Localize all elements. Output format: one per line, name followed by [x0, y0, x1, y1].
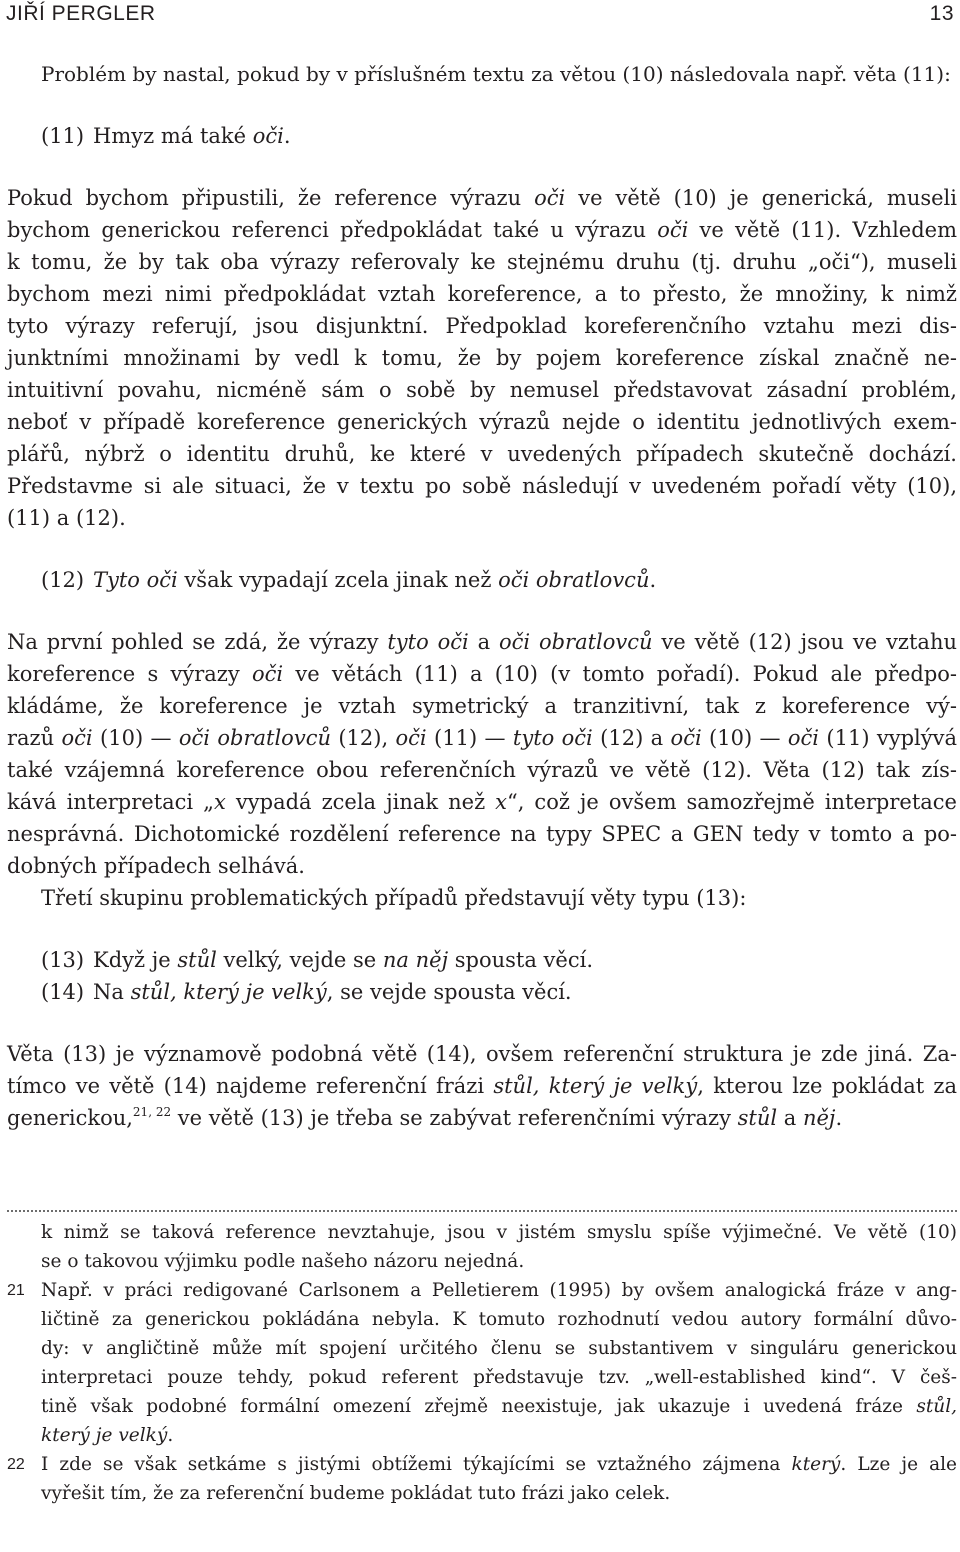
text-line: dy: v angličtině může mít spojení určitého členu se substantivem v singuláru generickou	[41, 1338, 957, 1359]
text-line: I zde se však setkáme s jistými obtížemi týkajícími se vztažného zájmena který. Lze je ale	[41, 1454, 957, 1475]
text-line: interpretaci pouze tehdy, pokud referent představuje tzv. „well-established kind“. V češ-	[41, 1367, 957, 1388]
example-number: (14)	[41, 980, 85, 1004]
text-line: junktními množinami by vedl k tomu, že by pojem koreference získal značně ne-	[7, 346, 957, 370]
text-line: koreference s výrazy oči ve větách (11) a (10) (v tomto pořadí). Pokud ale předpo-	[7, 662, 957, 686]
example-14: (14) Na stůl, který je velký, se vejde spousta věcí.	[7, 976, 957, 1008]
text-line: razů oči (10) — oči obratlovců (12), oči (11) — tyto oči (12) a oči (10) — oči (11) vyplývá	[7, 726, 958, 750]
example-11: (11) Hmyz má také oči.	[7, 120, 957, 152]
paragraph-1	[7, 182, 957, 534]
footnote-22	[7, 1450, 957, 1508]
text-line: (11) a (12).	[7, 506, 126, 530]
text-line: ličtině za generickou pokládána nebyla. K tomuto rozhodnutí vedou autory formální důvo-	[41, 1309, 957, 1330]
text-line: k nimž se taková reference nevztahuje, jsou v jistém smyslu spíše výjimečné. Ve větě (10)	[41, 1222, 957, 1243]
text-line: Představme si ale situaci, že v textu po sobě následují v uvedeném pořadí věty (10),	[7, 474, 957, 498]
example-12: (12) Tyto oči však vypadají zcela jinak než oči obratlovců.	[7, 564, 957, 596]
paragraph-4	[7, 1038, 957, 1134]
text-line: intuitivní povahu, nicméně sám o sobě by nemusel představovat zásadní problém,	[7, 378, 957, 402]
text-line: Např. v práci redigované Carlsonem a Pelletierem (1995) by ovšem analogická fráze v ang-	[41, 1280, 957, 1301]
text-line: generickou,$^{21, 22}$ ve větě (13) je třeba se zabývat referenčními výrazy stůl a něj.	[7, 1105, 843, 1130]
text-line: dobných případech selhává.	[7, 854, 305, 878]
paragraph-2	[7, 626, 957, 914]
text-line: neboť v případě koreference generických výrazů nejde o identitu jednotlivých exem-	[7, 410, 957, 434]
example-number: (12)	[41, 568, 85, 592]
text-line: nesprávná. Dichotomické rozdělení reference na typy SPEC a GEN tedy v tomto a po-	[7, 822, 957, 846]
example-13: (13) Když je stůl velký, vejde se na něj spousta věcí.	[7, 944, 957, 976]
text-line: Na první pohled se zdá, že výrazy tyto oči a oči obratlovců ve větě (12) jsou ve vztahu	[7, 630, 957, 654]
text-line: vyřešit tím, že za referenční budeme pokládat tuto frázi jako celek.	[41, 1483, 671, 1504]
text-line: kává interpretaci „x vypadá zcela jinak než x“, což je ovšem samozřejmě interpretace	[7, 790, 957, 814]
running-header-author: JIŘÍ PERGLER	[6, 2, 156, 25]
footnote-21	[7, 1276, 957, 1450]
footnote-continuation	[7, 1218, 957, 1276]
text-line: bychom generickou referenci předpokládat také u výrazu oči ve větě (11). Vzhledem	[7, 218, 957, 242]
footnote-number: 21	[7, 1282, 25, 1299]
footnote-ref[interactable]: 21, 22	[132, 1105, 172, 1119]
example-number: (11)	[41, 124, 85, 148]
footnote-number: 22	[7, 1456, 25, 1473]
text-line: který je velký.	[41, 1425, 174, 1446]
page-number: 13	[929, 2, 954, 25]
running-header	[0, 2, 960, 30]
main-text	[7, 58, 957, 1134]
text-line: tyto výrazy referují, jsou disjunktní. Předpoklad koreferenčního vztahu mezi dis-	[7, 314, 957, 338]
text-line: se o takovou výjimku podle našeho názoru nejedná.	[41, 1251, 525, 1272]
text-line: tině však podobné formální omezení zřejmě neexistuje, jak ukazuje i uvedená fráze stůl,	[41, 1396, 957, 1417]
footnotes	[7, 1218, 957, 1508]
intro-paragraph: Problém by nastal, pokud by v příslušném textu za větou (10) následovala např. věta (11):	[41, 62, 951, 86]
text-line: plářů, nýbrž o identitu druhů, ke které v uvedených případech skutečně dochází.	[7, 442, 957, 466]
text-line: Pokud bychom připustili, že reference výrazu oči ve větě (10) je generická, museli	[7, 186, 957, 210]
text-line: Věta (13) je významově podobná větě (14), ovšem referenční struktura je zde jiná. Za-	[7, 1042, 957, 1066]
paragraph-3: Třetí skupinu problematických případů představují věty typu (13):	[41, 886, 747, 910]
text-line: k tomu, že by tak oba výrazy referovaly ke stejnému druhu (tj. druhu „oči“), museli	[7, 250, 957, 274]
footnote-separator	[7, 1210, 957, 1212]
text-line: bychom mezi nimi předpokládat vztah koreference, a to přesto, že množiny, k nimž	[7, 282, 957, 306]
text-line: tímco ve větě (14) najdeme referenční frázi stůl, který je velký, kterou lze pokládat za	[7, 1074, 957, 1098]
text-line: také vzájemná koreference obou referenčních výrazů ve větě (12). Věta (12) tak zís-	[7, 758, 957, 782]
text-line: kládáme, že koreference je vztah symetrický a tranzitivní, tak z koreference vý-	[7, 694, 957, 718]
example-number: (13)	[41, 948, 85, 972]
